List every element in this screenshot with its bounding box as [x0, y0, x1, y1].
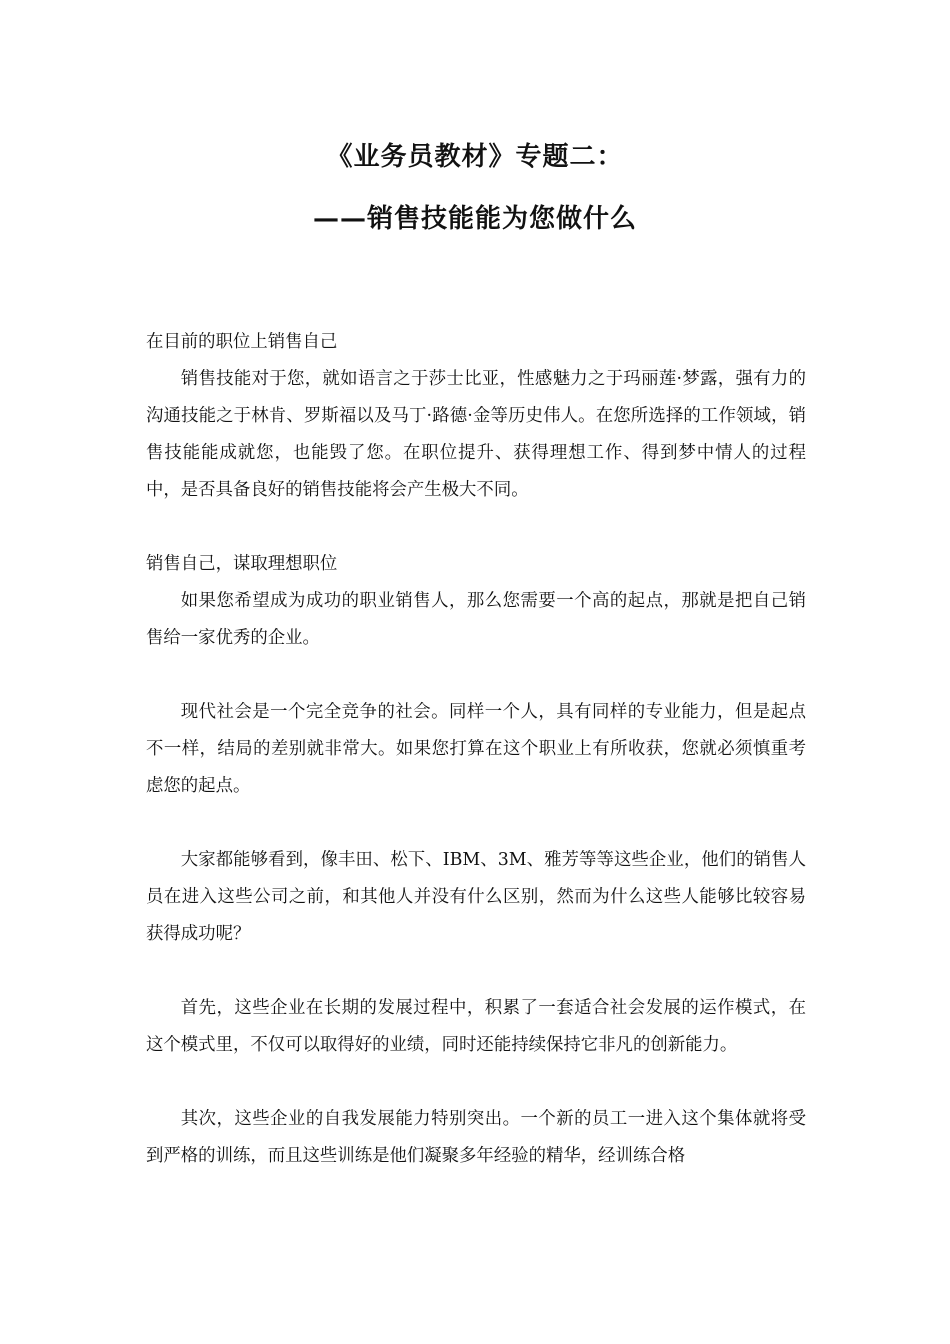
document-body: [146, 324, 806, 1175]
section-heading: 在目前的职位上销售自己: [146, 332, 338, 352]
spacer: [146, 1064, 806, 1101]
paragraph: 首先，这些企业在长期的发展过程中，积累了一套适合社会发展的运作模式，在这个模式里，不仅可以取得好的业绩，同时还能持续保持它非凡的创新能力。: [146, 998, 806, 1055]
paragraph: 其次，这些企业的自我发展能力特别突出。一个新的员工一进入这个集体就将受到严格的训练，而且这些训练是他们凝聚多年经验的精华，经训练合格: [146, 1109, 806, 1166]
document-title: 《业务员教材》专题二：: [326, 142, 624, 172]
document-subtitle: ——销售技能能为您做什么: [312, 204, 637, 234]
paragraph: 现代社会是一个完全竞争的社会。同样一个人，具有同样的专业能力，但是起点不一样，结局的差别就非常大。如果您打算在这个职业上有所收获，您就必须慎重考虑您的起点。: [146, 702, 806, 796]
spacer: [146, 953, 806, 990]
paragraph: 如果您希望成为成功的职业销售人，那么您需要一个高的起点，那就是把自己销售给一家优秀的企业。: [146, 591, 806, 648]
spacer: [146, 657, 806, 694]
paragraph: 大家都能够看到，像丰田、松下、IBM、3M、雅芳等等这些企业，他们的销售人员在进入这些公司之前，和其他人并没有什么区别，然而为什么这些人能够比较容易获得成功呢？: [146, 850, 806, 944]
section-heading: 销售自己，谋取理想职位: [146, 554, 338, 574]
paragraph: 销售技能对于您，就如语言之于莎士比亚，性感魅力之于玛丽莲·梦露，强有力的沟通技能之于林肯、罗斯福以及马丁·路德·金等历史伟人。在您所选择的工作领域，销售技能能成就您，也能毁了您。在职位提升、获得理想工作、得到梦中情人的过程中，是否具备良好的销售技能将会产生极大不同。: [146, 369, 806, 500]
spacer: [146, 805, 806, 842]
spacer: [146, 509, 806, 546]
